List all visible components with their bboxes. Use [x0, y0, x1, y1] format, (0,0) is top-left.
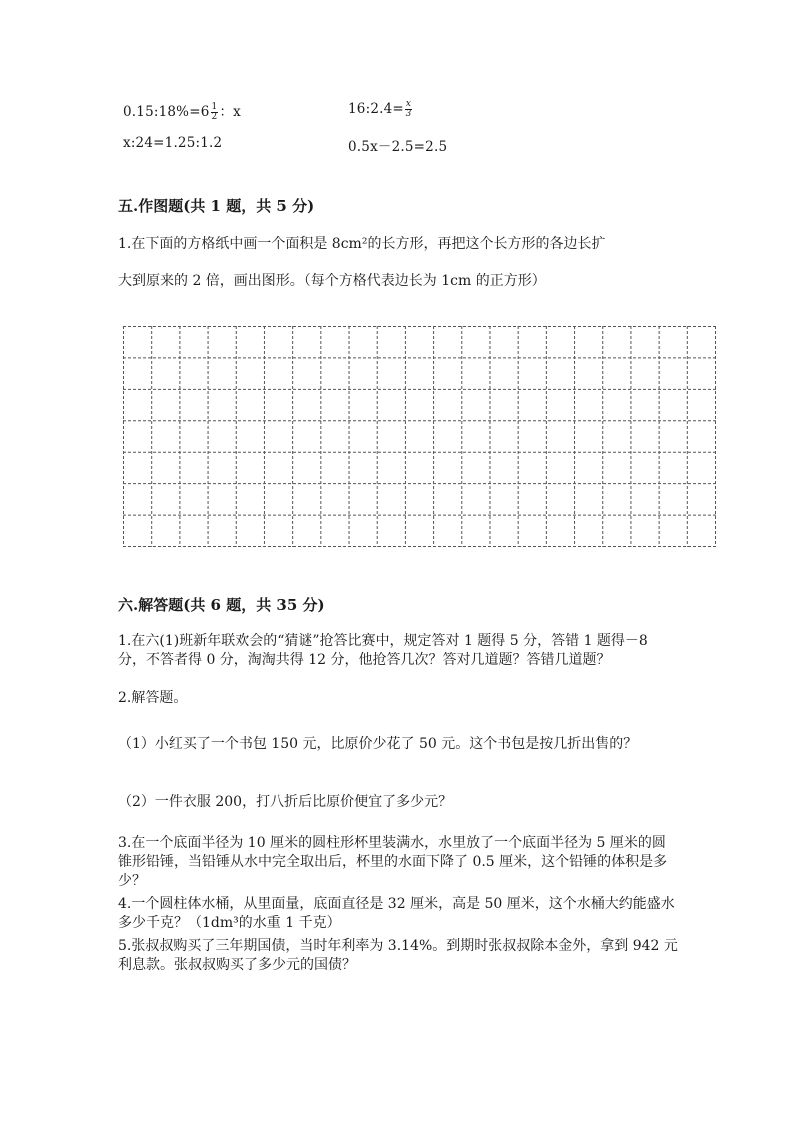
section-6-question-1: 1.在六(1)班新年联欢会的“猜谜”抢答比赛中，规定答对 1 题得 5 分，答错 1 题得－8 分，不答者得 0 分，淘淘共得 12 分，他抢答几次？答对几道题？答错几道题？: [118, 633, 648, 668]
section-6-question-2-part-1: （1）小红买了一个书包 150 元，比原价少花了 50 元。这个书包是按几折出售的？: [118, 736, 638, 752]
equation-4: 0.5x－2.5=2.5: [348, 139, 448, 155]
equation-1: [123, 100, 241, 122]
grid-lines: [123, 326, 716, 547]
section-6-question-4: 4.一个圆柱体水桶，从里面量，底面直径是 32 厘米，高是 50 厘米，这个水桶大约能盛水多少千克？（1dm³的水重 1 千克）: [118, 896, 675, 931]
equation-1-lhs: 0.15:18%=6: [123, 104, 210, 120]
equation-1-fraction: $\frac{1}{2}$: [211, 102, 218, 122]
section-6-question-3: 3.在一个底面半径为 10 厘米的圆柱形杯里装满水，水里放了一个底面半径为 5 厘米的圆锥形铅锤，当铅锤从水中完全取出后，杯里的水面下降了 0.5 厘米，这个铅锤的体积是多少？: [118, 835, 668, 889]
section-6-question-2-part-2: （2）一件衣服 200，打八折后比原价便宜了多少元？: [118, 794, 453, 810]
equation-3: x:24=1.25:1.2: [123, 135, 223, 151]
equation-2-lhs: 16:2.4=: [348, 101, 404, 117]
section-5-title: 五.作图题(共 1 题，共 5 分): [118, 197, 315, 215]
section-5-question-1-line-2: 大到原来的 2 倍，画出图形。（每个方格代表边长为 1cm 的正方形）: [118, 273, 546, 289]
grid-paper[interactable]: [123, 326, 716, 547]
equation-1-rhs: ：x: [219, 104, 241, 120]
section-6-question-2: 2.解答题。: [118, 690, 188, 706]
equation-2: [348, 100, 413, 119]
equation-2-fraction: $\frac{x}{3}$: [405, 99, 412, 119]
section-6-question-5: 5.张叔叔购买了三年期国债，当时年利率为 3.14%。到期时张叔叔除本金外，拿到 942 元利息款。张叔叔购买了多少元的国债？: [118, 938, 678, 973]
section-5-question-1-line-1: 1.在下面的方格纸中画一个面积是 8cm²的长方形，再把这个长方形的各边长扩: [118, 236, 606, 252]
section-6-title: 六.解答题(共 6 题，共 35 分): [118, 596, 325, 614]
